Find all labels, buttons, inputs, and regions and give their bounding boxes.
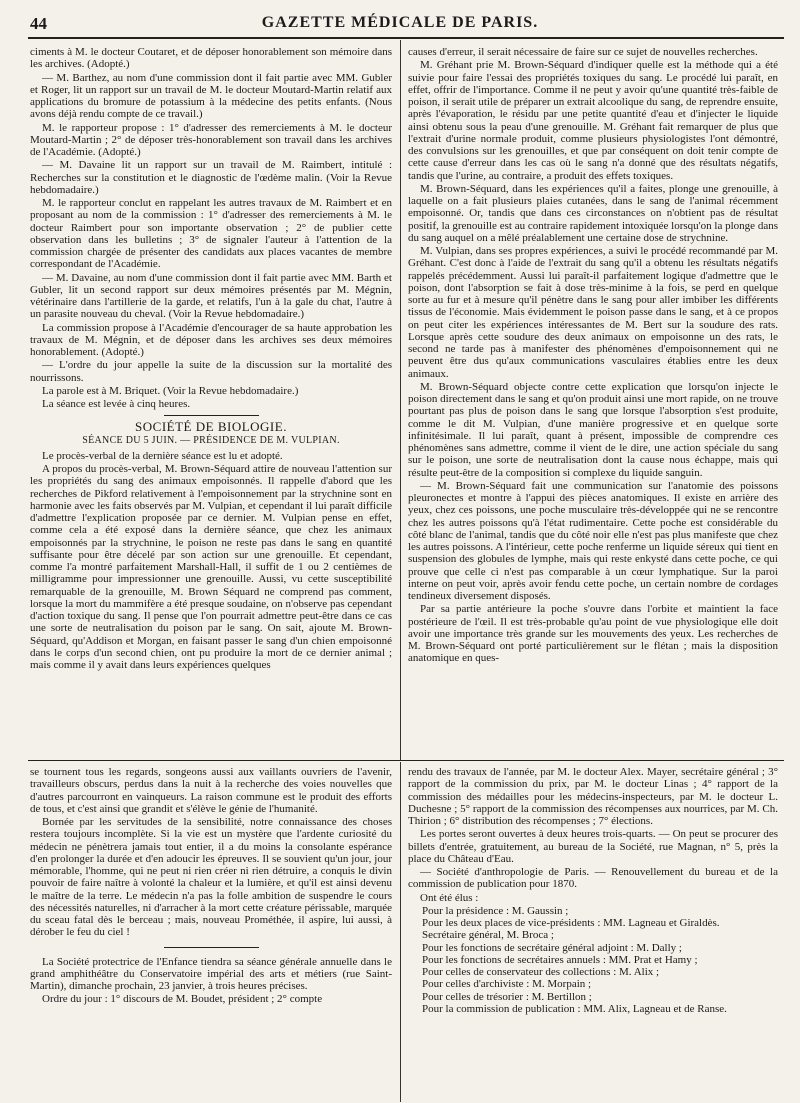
list-item: Pour les fonctions de secrétaires annuels : MM. Prat et Hamy ; — [422, 953, 698, 966]
col1-paragraph: La parole est à M. Briquet. (Voir la Revue hebdomadaire.) — [42, 384, 299, 397]
list-item: Pour les deux places de vice-présidents : MM. Lagneau et Giraldès. — [422, 917, 720, 929]
col4-paragraph: — Société d'anthropologie de Paris. — Renouvellement du bureau et de la commission de publication pour 1870. — [408, 866, 778, 891]
col2-paragraph: M. Brown-Séquard, dans les expériences qu'il a faites, plonge une grenouille, à laquelle on a fait plusieurs plaies cutanées, dans le sang de l'animal récemment empoisonné. Or, tandis que dans ces circonstances on n'obtient pas de résultat positif, la grenouille est au contraire rapidement intoxiquée lorsqu'on la plonge dans du sang auquel on a mêlé préalablement une certaine dose de strychnine. — [408, 182, 778, 244]
column-divider — [400, 40, 401, 760]
col2-paragraph: causes d'erreur, il serait nécessaire de faire sur ce sujet de nouvelles recherches. — [408, 46, 758, 58]
col2-paragraph: M. Brown-Séquard objecte contre cette explication que lorsqu'on injecte le poison directement dans le sang et qu'on produit ainsi une mort rapide, on ne trouve pourtant pas plus de poison dans le sang que lorsque l'absorption s'est produite, comme le dit M. Vulpian, d'une manière progressive et en quelque sorte infinitésimale. Il lui paraît, quant à présent, impossible de comprendre ces phénomènes sans admettre, comme il vient de le dire, une action spéciale du sang sur le poison, une sorte de neutralisation dont la cause nous échappe, mais qui résulte peut-être de la composition si complexe du liquide sanguin. — [408, 380, 778, 479]
section-title: SOCIÉTÉ DE BIOLOGIE. — [135, 419, 287, 435]
list-item: Pour celles d'archiviste : M. Morpain ; — [422, 978, 592, 991]
column-2 — [408, 46, 778, 758]
election-list — [408, 905, 778, 1015]
list-intro: Ont été élus : — [420, 891, 479, 904]
col1-paragraph: M. le rapporteur conclut en rappelant les autres travaux de M. Raimbert et en proposant au nom de la commission : 1° d'adresser des remerciements à M. le docteur Raimbert pour son importante observation ; 2° de publier cette observation dans les bulletins ; 3° de signaler l'auteur à l'attention de la commission chargée de présenter des candidats aux places vacantes de membre correspondant de l'Académie. — [30, 197, 392, 271]
col1-paragraph: — M. Davaine lit un rapport sur un travail de M. Raimbert, intitulé : Recherches sur la constitution et le diagnostic de l'œdème malin. (Voir la Revue hebdomadaire.) — [30, 159, 392, 196]
list-item: Pour la présidence : M. Gaussin ; — [422, 904, 569, 917]
col4-paragraph: Les portes seront ouvertes à deux heures trois-quarts. — On peut se procurer des billets d'entrée, gratuitement, au bureau de la Société, rue Magnan, n° 5, près la place du Château d'Eau. — [408, 828, 778, 865]
col1-paragraph: — L'ordre du jour appelle la suite de la discussion sur la mortalité des nourrissons. — [30, 359, 392, 384]
list-item: Pour celles de trésorier : M. Bertillon ; — [422, 990, 592, 1003]
col1-paragraph: — M. Barthez, au nom d'une commission dont il fait partie avec MM. Gubler et Roger, lit un rapport sur un travail de M. le docteur Moutard-Martin relatif aux applications du bromure de potassium à la médecine des petits enfants. (Nous avons déjà rendu compte de ce travail.) — [30, 71, 392, 121]
col3-paragraph: se tournent tous les regards, songeons aussi aux vaillants ouvriers de l'avenir, travailleurs obscurs, perdus dans la nuit à la recherche des voies nouvelles que d'autres parcourront en vainqueurs. La raison commune est le produit des efforts de tous, et c'est ainsi que grandit et s'élève le génie de l'humanité. — [30, 766, 392, 815]
col3-paragraph: Bornée par les servitudes de la sensibilité, notre connaissance des choses restera toujours incomplète. Si la vie est un mystère que l'ardente curiosité du médecin ne pénètrera jamais tout entier, il a du moins la consolante espérance d'en prolonger la durée et d'en adoucir les épreuves. Il se souvient qu'un jour, jour mémorable, l'homme, qui ne peut ni rien créer ni rien détruire, a conquis le divin pouvoir de faire naître à volonté la chaleur et la lumière, et qu'il est ainsi devenu le maître de la terre. Le médecin n'a pas la folle ambition de suspendre le cours des nécessités naturelles, ni d'arracher à la mort cette créature périssable, marquée du sceau fatal dès le berceau ; mais, nouveau Prométhée, il aspire, lui aussi, à dérober le feu du ciel ! — [30, 816, 392, 939]
col3-paragraph: La Société protectrice de l'Enfance tiendra sa séance générale annuelle dans le grand amphithéâtre du Conservatoire impérial des arts et métiers (rue Saint-Martin), dimanche prochain, 23 janvier, à trois heures précises. — [30, 955, 392, 992]
list-item: Pour celles de conservateur des collections : M. Alix ; — [422, 966, 660, 978]
column-1 — [30, 46, 392, 758]
column-divider — [400, 762, 401, 1102]
col2-paragraph: M. Gréhant prie M. Brown-Séquard d'indiquer quelle est la méthode qui a été suivie pour faire l'essai des propriétés toxiques du sang. Le procédé lui paraît, en effet, offrir de l'importance. Comme il ne peut y avoir qu'une quantité très-faible de poison, il serait utile de préparer un extrait alcoolique du sang, de reprendre ensuite, après l'évaporation, le résidu par une petite quantité d'eau et d'injecter le liquide ainsi obtenu sous la peau d'une grenouille. M. Gréhant fait remarquer de plus que l'extrait d'urine normale produit, comme plusieurs physiologistes l'ont démontré, des convulsions sur les grenouilles, et que par conséquent on doit tenir compte de cette cause d'erreur dans les cas où le sang n'a donné que des résultats négatifs, tandis que l'urine, au contraire, a produit des effets toxiques. — [408, 59, 778, 182]
col1-paragraph: — M. Davaine, au nom d'une commission dont il fait partie avec MM. Barth et Gubler, lit un second rapport sur deux mémoires présentés par M. Mégnin, vétérinaire dans l'artillerie de la garde, et relatifs, l'un à la gale du chat, l'autre à un parasite nouveau du cheval. (Voir la Revue hebdomadaire.) — [30, 271, 392, 321]
col2-paragraph: — M. Brown-Séquard fait une communication sur l'anatomie des poissons pleuronectes et montre à l'appui des pièces anatomiques. Il existe en arrière des yeux, chez ces poissons, une poche musculaire très-développée qui ne se rencontre chez les autres poissons qu'à l'état rudimentaire. Cette poche est considérable du côté blanc de l'animal, tandis que du côté noir elle n'est pas plus manifeste que chez les autres poissons. A l'intérieur, cette poche renferme un liquide séreux qui tient en suspension des globules de lymphe, mais qui reste enkysté dans cette poche, ce qui prouve que celle ci n'est pas comparable à un cœur lymphatique. Sur la paroi interne on peut voir, après avoir fendu cette poche, un certain nombre de cordages tendineux diversement disposés. — [408, 479, 778, 602]
running-title: GAZETTE MÉDICALE DE PARIS. — [261, 14, 539, 31]
col1-paragraph: ciments à M. le docteur Coutaret, et de déposer honorablement son mémoire dans les archives. (Adopté.) — [30, 46, 392, 71]
header-rule — [28, 37, 784, 39]
list-item: Secrétaire général, M. Broca ; — [422, 929, 554, 942]
col1-paragraph: Le procès-verbal de la dernière séance est lu et adopté. — [42, 449, 283, 462]
list-item: Pour la commission de publication : MM. Alix, Lagneau et de Ranse. — [422, 1002, 727, 1015]
column-3 — [30, 766, 392, 1100]
list-item: Pour les fonctions de secrétaire général adjoint : M. Dally ; — [422, 941, 682, 954]
col1-paragraph: A propos du procès-verbal, M. Brown-Séquard attire de nouveau l'attention sur les propriétés du sang des animaux empoisonnés. Il rappelle d'abord que les recherches de Pikford relativement à l'empoisonnement par la strychnine sont en harmonie avec les faits observés par M. Vulpian, et cependant il lui paraît difficile d'admettre l'explication proposée par ce dernier. M. Vulpian pense en effet, comme cela a été exposé dans la dernière séance, que chez les animaux empoisonnés par la strychnine, le poison ne reste pas dans le sang en quantité suffisante pour être décelé par son action sur une grenouille. Et cependant, comme l'a montré parfaitement Marshall-Hall, il suffit de 1 ou 2 centièmes de milligramme pour impressionner une grenouille. Aussi, vu cette susceptibilité remarquable de la grenouille, M. Brown Séquard ne comprend pas comment, lorsque la mort du mammifère a été presque soudaine, on n'observe pas cependant d'action toxique du sang. Il pense que l'on pourrait admettre peut-être dans ce cas une sorte de neutralisation du poison par le sang. On sait, ajoute M. Brown-Séquard, qu'Addison et Morgan, en faisant passer le sang d'un chien empoisonné dans le corps d'un second chien, ont pu produire la mort de ce dernier animal ; mais comme il y avait dans leurs expériences quelques — [30, 463, 392, 671]
section-divider — [164, 415, 259, 416]
col2-paragraph: Par sa partie antérieure la poche s'ouvre dans l'orbite et maintient la face postérieure de l'œil. Il est très-probable qu'au point de vue physiologique elle doit avoir une importance très grande sur les mouvements des yeux. Les recherches de M. Brown-Séquard ont porté particulièrement sur le flétan ; mais la disposition anatomique en ques- — [408, 603, 778, 665]
section-subtitle: SÉANCE DU 5 JUIN. — PRÉSIDENCE DE M. VULPIAN. — [82, 434, 340, 446]
page-number: 44 — [30, 14, 47, 33]
col1-paragraph: M. le rapporteur propose : 1° d'adresser des remerciements à M. le docteur Moutard-Martin ; 2° de déposer très-honorablement son travail dans les archives de l'Académie. (Adopté.) — [30, 121, 392, 158]
column-4 — [408, 766, 778, 1100]
col1-paragraph: La commission propose à l'Académie d'encourager de sa haute approbation les travaux de M. Mégnin, et de déposer dans les archives ses deux mémoires honorablement. (Adopté.) — [30, 321, 392, 358]
col2-paragraph: M. Vulpian, dans ses propres expériences, a suivi le procédé recommandé par M. Gréhant. C'est donc à l'aide de l'extrait du sang qu'il a obtenu les résultats négatifs rappelés précédemment. Aussi lui paraît-il parfaitement logique d'admettre que le poison, dont l'absorption se fait à dose très-minime à la fois, se perd en quelque sorte au fur et à mesure qu'il pénètre dans le sang pour aller imbiber les différents tissus de l'économie. Mais évidemment le poison passe dans le sang, et à ce propos on peut citer les expériences intéressantes de M. Bert sur la soudure des rats. Lorsque après cette soudure des deux animaux on empoisonne un des rats, le second ne tarde pas à manifester des phénomènes d'empoisonnement qui ne peuvent être dus qu'aux communications vasculaires établies entre les deux animaux. — [408, 245, 778, 380]
col4-paragraph: rendu des travaux de l'année, par M. le docteur Alex. Mayer, secrétaire général ; 3° rapport de la commission du prix, par M. le docteur Linas ; 4° rapport de la commission des médailles pour les médecins-inspecteurs, par M. le docteur L. Duchesne ; 5° rapport de la commission des récompenses aux nourrices, par M. Ch. Thirion ; 6° distribution des récompenses ; 7° élections. — [408, 766, 778, 827]
col1-paragraph: La séance est levée à cinq heures. — [42, 398, 191, 410]
section-divider — [164, 947, 259, 948]
col3-paragraph: Ordre du jour : 1° discours de M. Boudet, président ; 2° compte — [42, 993, 323, 1006]
feuilleton-rule — [28, 760, 784, 761]
